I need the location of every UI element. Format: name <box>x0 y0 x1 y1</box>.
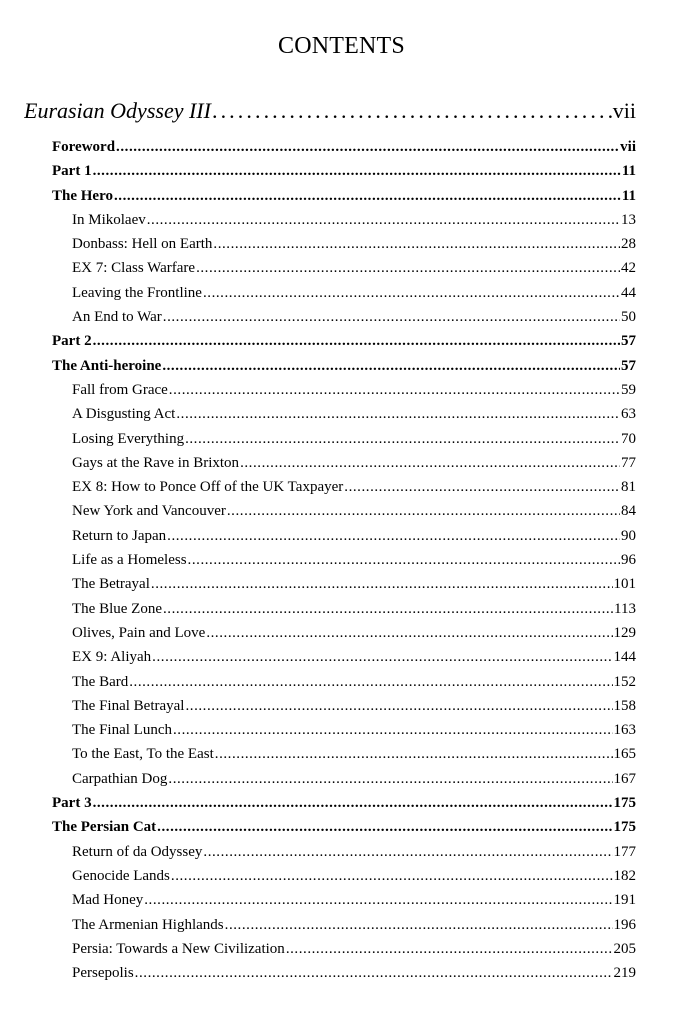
toc-entry-page-number: 96 <box>621 552 636 569</box>
toc-entry-title: Carpathian Dog <box>72 770 168 787</box>
dot-leader <box>169 378 620 402</box>
toc-list <box>52 135 636 985</box>
toc-entry-title: An End to War <box>72 309 162 326</box>
toc-entry-title: Fall from Grace <box>72 381 168 398</box>
toc-entry-page-number: 219 <box>613 965 636 982</box>
toc-book-title: Eurasian Odyssey III <box>24 98 211 123</box>
toc-section-entry[interactable] <box>52 329 636 353</box>
toc-entry-page-number: 13 <box>621 211 636 228</box>
toc-entry-page-number: 101 <box>613 576 636 593</box>
toc-chapter-entry[interactable] <box>52 402 636 426</box>
dot-leader <box>163 305 620 329</box>
toc-book-row <box>24 96 636 126</box>
toc-entry-title: The Final Betrayal <box>72 697 185 714</box>
toc-entry-title: Losing Everything <box>72 430 185 447</box>
toc-entry-title: Olives, Pain and Love <box>72 624 206 641</box>
dot-leader <box>167 524 620 548</box>
toc-entry-title: The Betrayal <box>72 576 150 593</box>
toc-entry-page-number: 63 <box>621 406 636 423</box>
dot-leader <box>114 184 621 208</box>
dot-leader <box>227 499 620 523</box>
toc-chapter-entry[interactable] <box>52 913 636 937</box>
toc-entry-title: Part 2 <box>52 333 92 350</box>
toc-entry-page-number: 163 <box>613 722 636 739</box>
toc-section-entry[interactable] <box>52 159 636 183</box>
toc-chapter-entry[interactable] <box>52 378 636 402</box>
toc-entry-page-number: 152 <box>613 673 636 690</box>
toc-entry-title: Persia: Towards a New Civilization <box>72 940 285 957</box>
toc-entry-title: Part 3 <box>52 795 92 812</box>
toc-entry-page-number: 50 <box>621 309 636 326</box>
toc-entry-title: The Bard <box>72 673 129 690</box>
dot-leader <box>135 961 613 985</box>
toc-entry-title: EX 9: Aliyah <box>72 649 152 666</box>
toc-book-entry[interactable] <box>24 96 636 126</box>
toc-chapter-entry[interactable] <box>52 524 636 548</box>
toc-entry-title: New York and Vancouver <box>72 503 226 520</box>
toc-entry-page-number: 44 <box>621 284 636 301</box>
toc-entry-title: The Final Lunch <box>72 722 172 739</box>
toc-entry-page-number: 129 <box>613 624 636 641</box>
dot-leader <box>144 888 612 912</box>
toc-entry-page-number: 196 <box>613 916 636 933</box>
toc-entry-title: Leaving the Frontline <box>72 284 202 301</box>
toc-chapter-entry[interactable] <box>52 670 636 694</box>
dot-leader <box>163 597 613 621</box>
toc-entry-title: The Persian Cat <box>52 819 157 836</box>
toc-entry-title: The Anti-heroine <box>52 357 162 374</box>
toc-chapter-entry[interactable] <box>52 961 636 985</box>
toc-chapter-entry[interactable] <box>52 548 636 572</box>
toc-entry-title: To the East, To the East <box>72 746 214 763</box>
toc-chapter-entry[interactable] <box>52 597 636 621</box>
dot-leader <box>212 96 612 126</box>
dot-leader <box>213 232 620 256</box>
toc-entry-page-number: 57 <box>621 333 636 350</box>
toc-entry-title: The Hero <box>52 187 113 204</box>
toc-chapter-entry[interactable] <box>52 281 636 305</box>
toc-entry-title: EX 7: Class Warfare <box>72 260 196 277</box>
toc-entry-page-number: 165 <box>613 746 636 763</box>
toc-chapter-entry[interactable] <box>52 499 636 523</box>
toc-entry-title: Return of da Odyssey <box>72 843 203 860</box>
toc-entry-page-number: 42 <box>621 260 636 277</box>
page-title: CONTENTS <box>278 33 405 59</box>
toc-entry-title: Life as a Homeless <box>72 552 187 569</box>
toc-entry-title: Genocide Lands <box>72 867 170 884</box>
dot-leader <box>93 159 621 183</box>
toc-chapter-entry[interactable] <box>52 208 636 232</box>
dot-leader <box>151 572 613 596</box>
toc-chapter-entry[interactable] <box>52 864 636 888</box>
toc-entry-title: The Blue Zone <box>72 600 162 617</box>
dot-leader <box>203 840 612 864</box>
dot-leader <box>240 451 620 475</box>
dot-leader <box>185 694 612 718</box>
dot-leader <box>188 548 620 572</box>
toc-entry-page-number: 177 <box>613 843 636 860</box>
toc-chapter-entry[interactable] <box>52 937 636 961</box>
toc-entry-page-number: 182 <box>613 867 636 884</box>
toc-chapter-entry[interactable] <box>52 742 636 766</box>
toc-entry-page-number: 28 <box>621 236 636 253</box>
toc-chapter-entry[interactable] <box>52 621 636 645</box>
toc-chapter-entry[interactable] <box>52 475 636 499</box>
dot-leader <box>185 427 620 451</box>
toc-entry-page-number: 144 <box>613 649 636 666</box>
toc-entry-page-number: 11 <box>621 187 636 204</box>
toc-entry-page-number: 205 <box>613 940 636 957</box>
toc-chapter-entry[interactable] <box>52 451 636 475</box>
toc-entry-page-number: 191 <box>613 892 636 909</box>
toc-chapter-entry[interactable] <box>52 305 636 329</box>
toc-entry-page-number: 113 <box>614 600 636 617</box>
dot-leader <box>152 645 612 669</box>
toc-chapter-entry[interactable] <box>52 572 636 596</box>
toc-entry-title: Foreword <box>52 139 116 155</box>
dot-leader <box>196 256 620 280</box>
toc-entry-page-number: vii <box>620 139 636 155</box>
toc-chapter-entry[interactable] <box>52 427 636 451</box>
dot-leader <box>93 791 613 815</box>
dot-leader <box>147 208 620 232</box>
dot-leader <box>203 281 620 305</box>
toc-chapter-entry[interactable] <box>52 232 636 256</box>
toc-entry-title: The Armenian Highlands <box>72 916 224 933</box>
toc-entry-page-number: 175 <box>613 795 636 812</box>
dot-leader <box>173 718 613 742</box>
dot-leader <box>129 670 612 694</box>
toc-book-page-number: vii <box>612 98 636 123</box>
toc-entry-page-number: 59 <box>621 381 636 398</box>
toc-entry-page-number: 167 <box>613 770 636 787</box>
dot-leader <box>206 621 612 645</box>
toc-entry-page-number: 158 <box>613 697 636 714</box>
toc-entry-title: In Mikolaev <box>72 211 146 228</box>
toc-section-entry[interactable] <box>52 791 636 815</box>
dot-leader <box>171 864 613 888</box>
toc-section-entry[interactable] <box>52 815 636 839</box>
dot-leader <box>168 767 612 791</box>
dot-leader <box>116 135 619 159</box>
toc-chapter-entry[interactable] <box>52 718 636 742</box>
dot-leader <box>93 329 620 353</box>
toc-chapter-entry[interactable] <box>52 256 636 280</box>
toc-chapter-entry[interactable] <box>52 645 636 669</box>
toc-entry-page-number: 81 <box>621 479 636 496</box>
toc-section-entry[interactable] <box>52 184 636 208</box>
toc-entry-page-number: 175 <box>613 819 636 836</box>
dot-leader <box>215 742 613 766</box>
dot-leader <box>225 913 613 937</box>
toc-entry-title: EX 8: How to Ponce Off of the UK Taxpayer <box>72 479 344 496</box>
toc-entry-page-number: 84 <box>621 503 636 520</box>
toc-entry-title: Persepolis <box>72 965 134 982</box>
toc-entry-title: Return to Japan <box>72 527 167 544</box>
dot-leader <box>176 402 620 426</box>
toc-chapter-entry[interactable] <box>52 888 636 912</box>
toc-entry-title: Part 1 <box>52 163 92 180</box>
toc-section-entry[interactable] <box>52 354 636 378</box>
toc-entry-title: Mad Honey <box>72 892 144 909</box>
toc-entry-title: Gays at the Rave in Brixton <box>72 454 240 471</box>
toc-chapter-entry[interactable] <box>52 694 636 718</box>
dot-leader <box>286 937 613 961</box>
toc-entry-page-number: 90 <box>621 527 636 544</box>
dot-leader <box>157 815 612 839</box>
toc-chapter-entry[interactable] <box>52 840 636 864</box>
toc-entry-page-number: 57 <box>621 357 636 374</box>
toc-entry-page-number: 11 <box>621 163 636 180</box>
toc-entry-page-number: 77 <box>621 454 636 471</box>
toc-entry-title: A Disgusting Act <box>72 406 176 423</box>
dot-leader <box>162 354 620 378</box>
toc-section-entry[interactable] <box>52 135 636 159</box>
toc-entry-page-number: 70 <box>621 430 636 447</box>
toc-chapter-entry[interactable] <box>52 767 636 791</box>
dot-leader <box>344 475 620 499</box>
toc-entry-title: Donbass: Hell on Earth <box>72 236 213 253</box>
